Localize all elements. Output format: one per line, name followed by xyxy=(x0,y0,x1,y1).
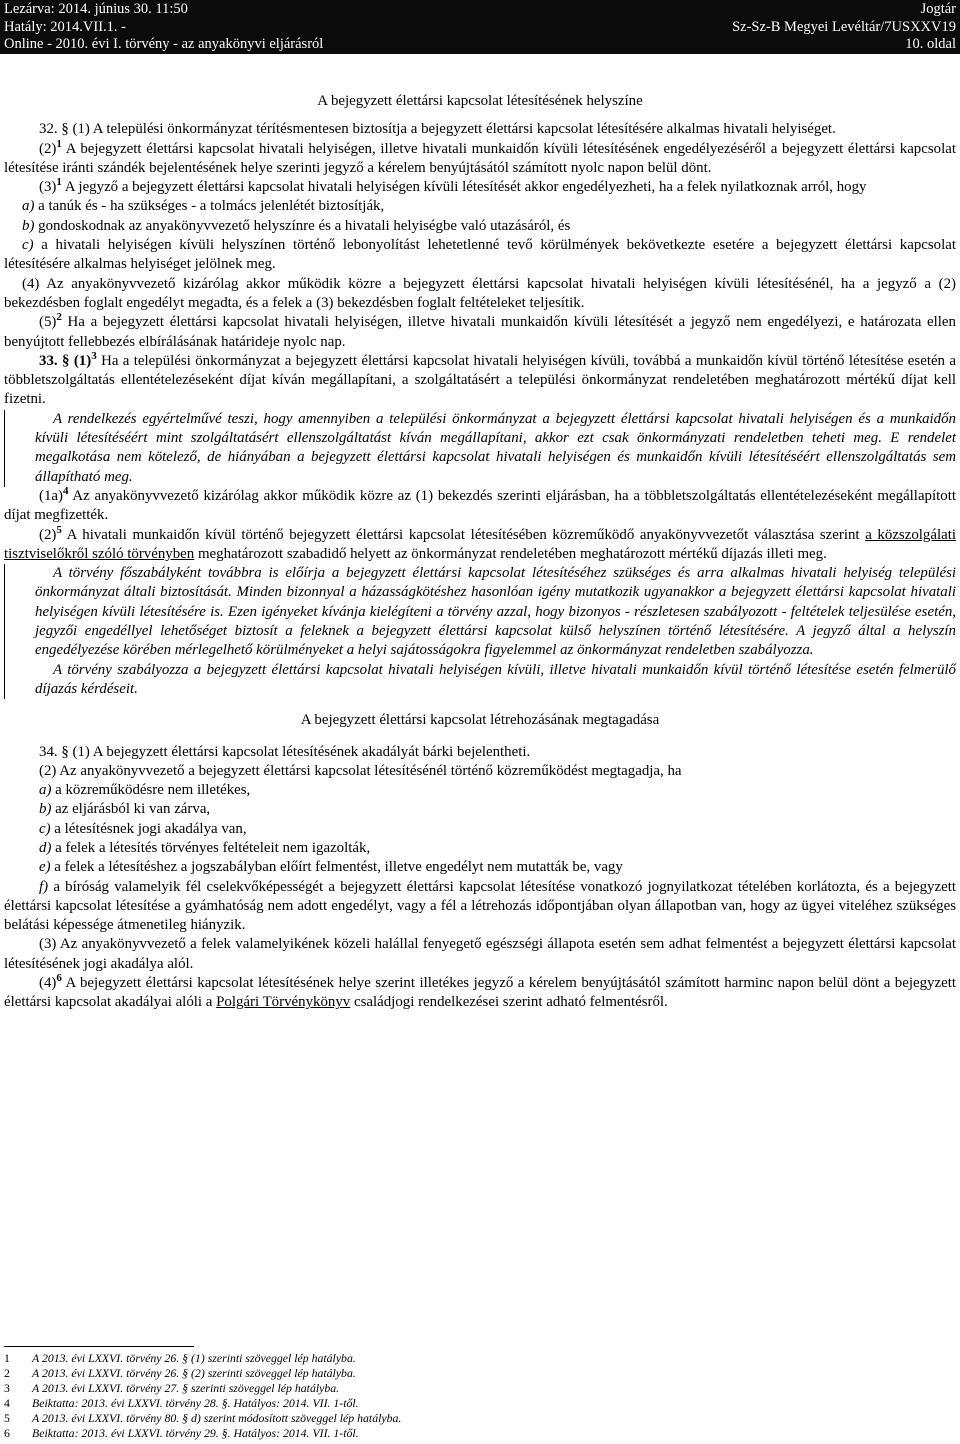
list-item: c) a hivatali helyiségen kívüli helyszínen történő lebonyolítást lehetetlenné tevő körülmények bekövetkezte esetére a bejegyzett élettársi kapcsolat létesítésére alkalmas helyiséget jelölnek meg. xyxy=(4,237,956,273)
paragraph-34-2: (2) Az anyakönyvvezető a bejegyzett élettársi kapcsolat létesítésénél történő közreműködést megtagadja, ha xyxy=(39,762,682,779)
commentary-note: A rendelkezés egyértelművé teszi, hogy amennyiben a települési önkormányzat a bejegyzett élettársi kapcsolat hivatali helyiségen és a munkaidőn kívüli létesítéséért mint szolgáltatásért ellenszolgáltatást kíván megállapítani, akkor ezt csak önkormányzati rendeletben teheti meg. E rendelet megalkotása nem kötelező, de hiányában a bejegyzett élettársi kapcsolat hivatali helyiségen és munkaidőn kívüli létesítéséért ellenszolgáltatás sem állapítható meg. xyxy=(4,410,956,487)
law-link[interactable]: Polgári Törvénykönyv xyxy=(216,994,351,1011)
commentary-note: A törvény főszabályként továbbra is előírja a bejegyzett élettársi kapcsolat létesítéséhez szükséges és arra alkalmas hivatali helyiség települési önkormányzat általi biztosítását. Minden bizonnyal a házasságkötéshez hasonlóan igény mutatkozik ugyanakkor a bejegyzett élettársi kapcsolat hivatali helyiségen kívüli létesítésére is. Ezen igényeket kívánja kielégíteni a törvény azzal, hogy bizonyos - részletesen szabályozott - feltételek teljesülése esetén, jegyzői engedéllyel lehetőséget biztosít a feleknek a bejegyzett élettársi kapcsolat külső helyszínen történő létesítésére. A jegyző által a helyszín engedélyezése körében mérlegelhető körülményeket a helyi sajátosságokra figyelemmel az önkormányzat rendeletben szabályozza. xyxy=(4,564,956,660)
footnote: 2 A 2013. évi LXXVI. törvény 26. § (2) szerinti szöveggel lép hatályba. xyxy=(4,1366,356,1381)
footnote: 4 Beiktatta: 2013. évi LXXVI. törvény 28. §. Hatályos: 2014. VII. 1-től. xyxy=(4,1396,359,1411)
header-left xyxy=(4,1,323,54)
footnote: 6 Beiktatta: 2013. évi LXXVI. törvény 29. §. Hatályos: 2014. VII. 1-től. xyxy=(4,1426,359,1441)
list-item: a) a tanúk és - ha szükséges - a tolmács jelenlétét biztosítják, xyxy=(22,198,385,215)
footnote-ref[interactable]: 5 xyxy=(56,523,62,536)
paragraph-33-1: 33. § $(1)^3$ Ha a települési önkormányzat a bejegyzett élettársi kapcsolat hivatali helyiségen kívüli, továbbá a munkaidőn kívül történő létesítése esetén a többletszolgáltatás ellentételezéseként díjat kíván megállapítani, a szolgáltatásért a települési önkormányzat rendeletében meghatározott mértékű díjat kell fizetni. xyxy=(4,349,956,408)
paragraph-32-2: $(2)^1$ A bejegyzett élettársi kapcsolat hivatali helyiségen, illetve hivatali munkaidőn kívüli létesítésének engedélyezéséről a bejegyzett élettársi kapcsolat létesítése iránti szándék bejelentésének helye szerinti jegyző a kérelem benyújtásától számított nyolc napon belül dönt. xyxy=(4,137,956,176)
footnote-ref[interactable]: 3 xyxy=(91,349,97,362)
footnote-divider xyxy=(4,1346,194,1347)
section-heading: A bejegyzett élettársi kapcsolat létesítésének helyszíne xyxy=(317,93,643,109)
list-item: d) a felek a létesítés törvényes feltételeit nem igazolták, xyxy=(39,839,371,856)
list-item: e) a felek a létesítéshez a jogszabályban előírt felmentést, illetve engedélyt nem mutatták be, vagy xyxy=(39,859,623,876)
law-link[interactable]: a közszolgálati tisztviselőkről szóló törvényben xyxy=(4,526,956,562)
footnote-ref[interactable]: 1 xyxy=(56,137,62,150)
paragraph-32-1: 32. § (1) A települési önkormányzat térítésmentesen biztosítja a bejegyzett élettársi kapcsolat létesítésére alkalmas hivatali helyiséget. xyxy=(39,121,836,138)
paragraph-34-4: $(4)^6$ A bejegyzett élettársi kapcsolat létesítésének helye szerint illetékes jegyző a kérelem benyújtásától számított harminc napon belül dönt a bejegyzett élettársi kapcsolat akadályai alóli a Polgári Törvénykönyv családjogi rendelkezései szerint adható felmentésről. xyxy=(4,972,956,1011)
document-body xyxy=(4,92,956,1013)
footnote: 1 A 2013. évi LXXVI. törvény 26. § (1) szerinti szöveggel lép hatályba. xyxy=(4,1351,356,1365)
footnote-ref[interactable]: 1 xyxy=(56,176,62,189)
paragraph-32-4: (4) Az anyakönyvvezető kizárólag akkor működik közre a bejegyzett élettársi kapcsolat hivatali helyiségen kívüli létesítésénél, ha a jegyző a (2) bekezdésben foglalt engedélyt megadta, és a felek a (3) bekezdésben foglalt feltételeket teljesítik. xyxy=(4,275,956,311)
section-heading: A bejegyzett élettársi kapcsolat létrehozásának megtagadása xyxy=(300,712,660,729)
paragraph-34-1: 34. § (1) A bejegyzett élettársi kapcsolat létesítésének akadályát bárki bejelentheti. xyxy=(39,743,531,760)
page-header xyxy=(0,0,960,54)
header-page-number: 10. oldal xyxy=(905,36,956,52)
paragraph-32-3: $(3)^1$ A jegyző a bejegyzett élettársi kapcsolat hivatali helyiségen kívüli létesítését akkor engedélyezheti, ha a felek nyilatkoznak arról, hogy xyxy=(39,176,867,196)
footnote-ref[interactable]: 2 xyxy=(56,311,62,324)
footnotes xyxy=(4,1351,401,1442)
header-source: Jogtár xyxy=(920,1,956,17)
paragraph-33-1a: $(1a)^4$ Az anyakönyvvezető kizárólag akkor működik közre az (1) bekezdés szerinti eljárásban, ha a többletszolgáltatás ellentételezéseként megállapított díjat megfizették. xyxy=(4,484,956,524)
footnote: 5 A 2013. évi LXXVI. törvény 80. § d) szerint módosított szöveggel lép hatályba. xyxy=(4,1411,402,1426)
list-item: f) a bíróság valamelyik fél cselekvőképességét a bejegyzett élettársi kapcsolat létesítése vonatkozó jognyilatkozat tételében korlátozta, és a bejegyzett élettársi kapcsolat létesítése a gyámhatóság nem adott engedélyt, vagy a fél a létrehozás időpontjában olyan állapotban van, hogy az ügyei viteléhez szükséges belátási képessége átmenetileg hiányzik. xyxy=(4,878,956,934)
paragraph-34-3: (3) Az anyakönyvvezető a felek valamelyikének közeli halállal fenyegető egészségi állapota esetén sem adhat felmentést a bejegyzett élettársi kapcsolat létesítésének jogi akadálya alól. xyxy=(4,936,956,972)
list-item: b) az eljárásból ki van zárva, xyxy=(39,801,211,818)
header-archive: Sz-Sz-B Megyei Levéltár/7USXXV19 xyxy=(732,18,956,35)
list-item: c) a létesítésnek jogi akadálya van, xyxy=(39,820,247,837)
footnote-ref[interactable]: 6 xyxy=(56,972,62,985)
header-effective-date: Hatály: 2014.VII.1. - xyxy=(4,18,127,35)
footnote-ref[interactable]: 4 xyxy=(62,484,69,497)
paragraph-32-5: $(5)^2$ Ha a bejegyzett élettársi kapcsolat hivatali helyiségen, illetve hivatali munkaidőn kívüli létesítését a jegyző nem engedélyezi, e határozata ellen benyújtott fellebbezés elbírálásának határideje nyolc nap. xyxy=(4,311,956,350)
header-closed-date: Lezárva: 2014. június 30. 11:50 xyxy=(4,1,188,17)
commentary-note: A törvény szabályozza a bejegyzett élettársi kapcsolat hivatali helyiségen kívüli, illetve hivatali munkaidőn kívül történő létesítése esetén felmerülő díjazás kérdéseit. xyxy=(4,661,956,700)
header-right xyxy=(732,1,956,54)
header-law-title: Online - 2010. évi I. törvény - az anyakönyvi eljárásról xyxy=(4,36,324,52)
list-item: b) gondoskodnak az anyakönyvvezető helyszínre és a hivatali helyiségbe való utazásáról, és xyxy=(22,217,571,234)
footnote: 3 A 2013. évi LXXVI. törvény 27. § szerinti szöveggel lép hatályba. xyxy=(4,1381,340,1396)
paragraph-33-2: $(2)^5$ A hivatali munkaidőn kívül történő bejegyzett élettársi kapcsolat létesítésében közreműködő anyakönyvvezetőt választása szerint a közszolgálati tisztviselőkről szóló törvényben meghatározott szabadidő helyett az önkormányzat rendeletében meghatározott mértékű díjazás illeti meg. xyxy=(4,523,956,562)
list-item: a) a közreműködésre nem illetékes, xyxy=(39,782,251,799)
